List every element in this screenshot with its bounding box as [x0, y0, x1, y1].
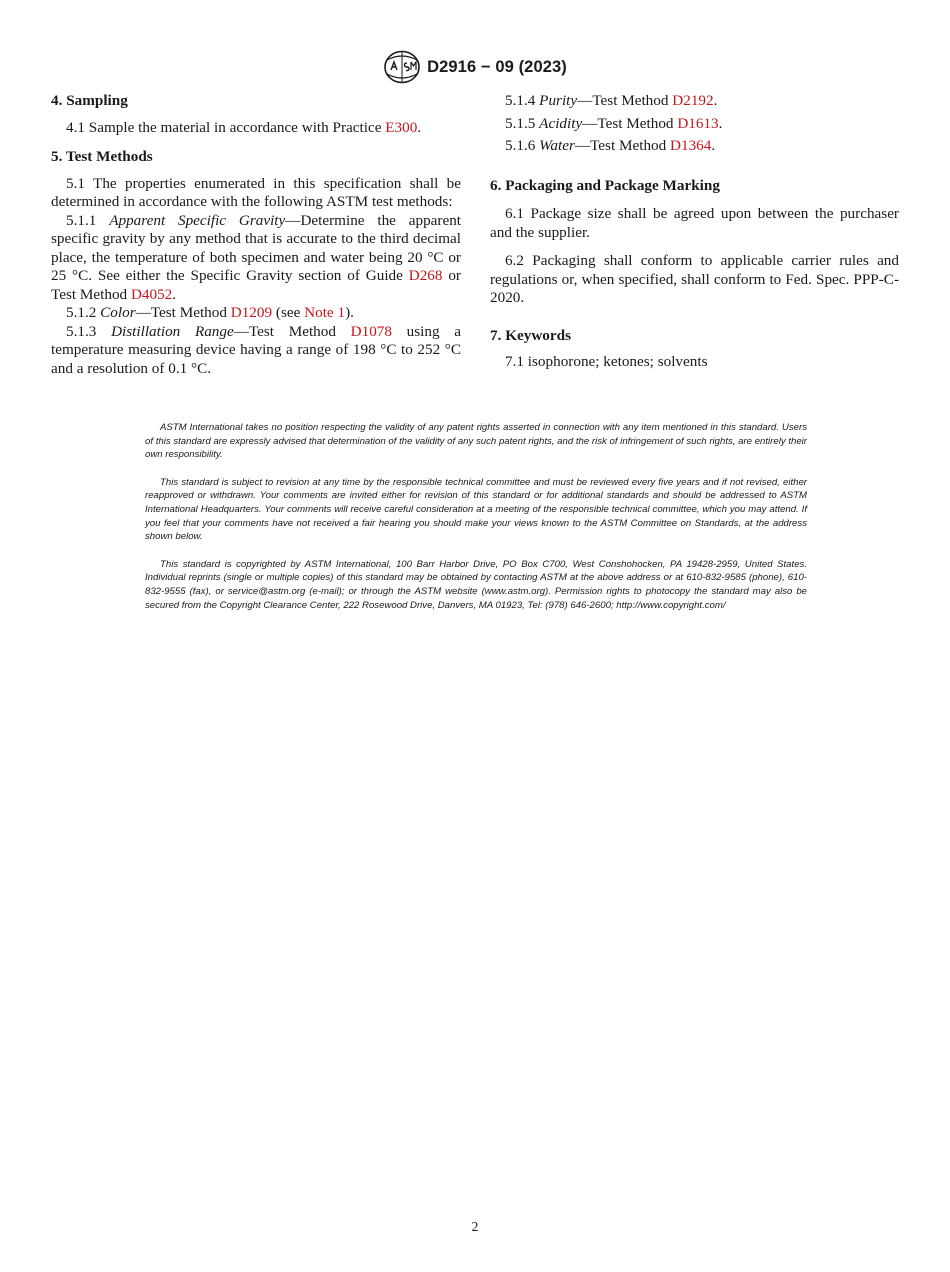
patent-notice: ASTM International takes no position respecting the validity of any patent rights asserted in connection with any item mentioned in this standard. Users of this standard are expressly advised that determination of the validity of any such patent rights, and the risk of infringement of such rights, are entirely their own responsibility.: [145, 422, 807, 461]
reference-link-d1078[interactable]: D1078: [350, 322, 392, 340]
section-heading-keywords: 7. Keywords: [490, 326, 571, 344]
paragraph-5-1-6: 5.1.6 Water—Test Method D1364.: [505, 137, 716, 154]
paragraph-6-2: 6.2 Packaging shall conform to applicable carrier rules and regulations or, when specified, shall conform to Fed. Spec. PPP-C-2020.: [490, 252, 899, 306]
paragraph-5-1-4: 5.1.4 Purity—Test Method D2192.: [505, 92, 718, 109]
reference-link-d1209[interactable]: D1209: [230, 304, 273, 321]
astm-logo-icon: [383, 50, 421, 84]
section-heading-packaging: 6. Packaging and Package Marking: [490, 176, 720, 194]
astm-notices: [145, 421, 807, 612]
standard-designation: D2916 − 09 (2023): [427, 57, 567, 76]
right-column: [490, 92, 899, 372]
section-heading-sampling: 4. Sampling: [51, 92, 128, 109]
paragraph-6-1: 6.1 Package size shall be agreed upon between the purchaser and the supplier.: [490, 205, 899, 241]
left-column: [51, 92, 461, 378]
reference-link-d4052[interactable]: D4052: [130, 285, 173, 303]
paragraph-5-1-2: 5.1.2 Color—Test Method D1209 (see Note 1).: [66, 304, 354, 321]
reference-link-e300[interactable]: E300: [385, 118, 418, 136]
paragraph-4-1: 4.1 Sample the material in accordance with Practice E300.: [66, 118, 422, 136]
reference-link-d1364[interactable]: D1364: [670, 137, 712, 154]
paragraph-5-1: 5.1 The properties enumerated in this specification shall be determined in accordance with the following ASTM test methods:: [51, 174, 461, 210]
paragraph-7-1: 7.1 isophorone; ketones; solvents: [505, 353, 708, 370]
revision-notice: This standard is subject to revision at any time by the responsible technical committee and must be reviewed every five years and if not revised, either reapproved or withdrawn. Your comments are invited either for revision of this standard or for additional standards and should be addressed to ASTM International Headquarters. Your comments will receive careful consideration at a meeting of the responsible technical committee, which you may attend. If you feel that your comments have not received a fair hearing you should make your views known to the ASTM Committee on Standards, at the address shown below.: [145, 476, 807, 543]
paragraph-5-1-5: 5.1.5 Acidity—Test Method D1613.: [505, 114, 723, 132]
page-number: 2: [471, 1219, 479, 1234]
paragraph-5-1-3: 5.1.3 Distillation Range—Test Method D1078 using a temperature measuring device having a range of 198 °C to 252 °C and a resolution of 0.1 °C.: [51, 322, 462, 377]
reference-link-d2192[interactable]: D2192: [672, 92, 714, 109]
section-heading-test-methods: 5. Test Methods: [51, 148, 153, 165]
copyright-notice: This standard is copyrighted by ASTM International, 100 Barr Harbor Drive, PO Box C700, West Conshohocken, PA 19428-2959, United States. Individual reprints (single or multiple copies) of this standard may be obtained by contacting ASTM at the above address or at 610-832-9585 (phone), 610-832-9555 (fax), or service@astm.org (e-mail); or through the ASTM website (www.astm.org). Permission rights to photocopy the standard may also be secured from the Copyright Clearance Center, 222 Rosewood Drive, Danvers, MA 01923, Tel: (978) 646-2600; http://www.copyright.com/: [145, 558, 807, 611]
reference-link-d1613[interactable]: D1613: [677, 114, 719, 132]
paragraph-5-1-1: 5.1.1 Apparent Specific Gravity—Determine the apparent specific gravity by any method that is accurate to the third decimal place, the temperature of both specimen and water being 20 °C or 25 °C. See either the Specific Gravity section of Guide D268 or Test Method D4052.: [51, 211, 462, 303]
reference-link-note-1[interactable]: Note 1: [304, 304, 346, 321]
reference-link-d268[interactable]: D268: [408, 267, 443, 284]
page-header: [0, 50, 950, 84]
